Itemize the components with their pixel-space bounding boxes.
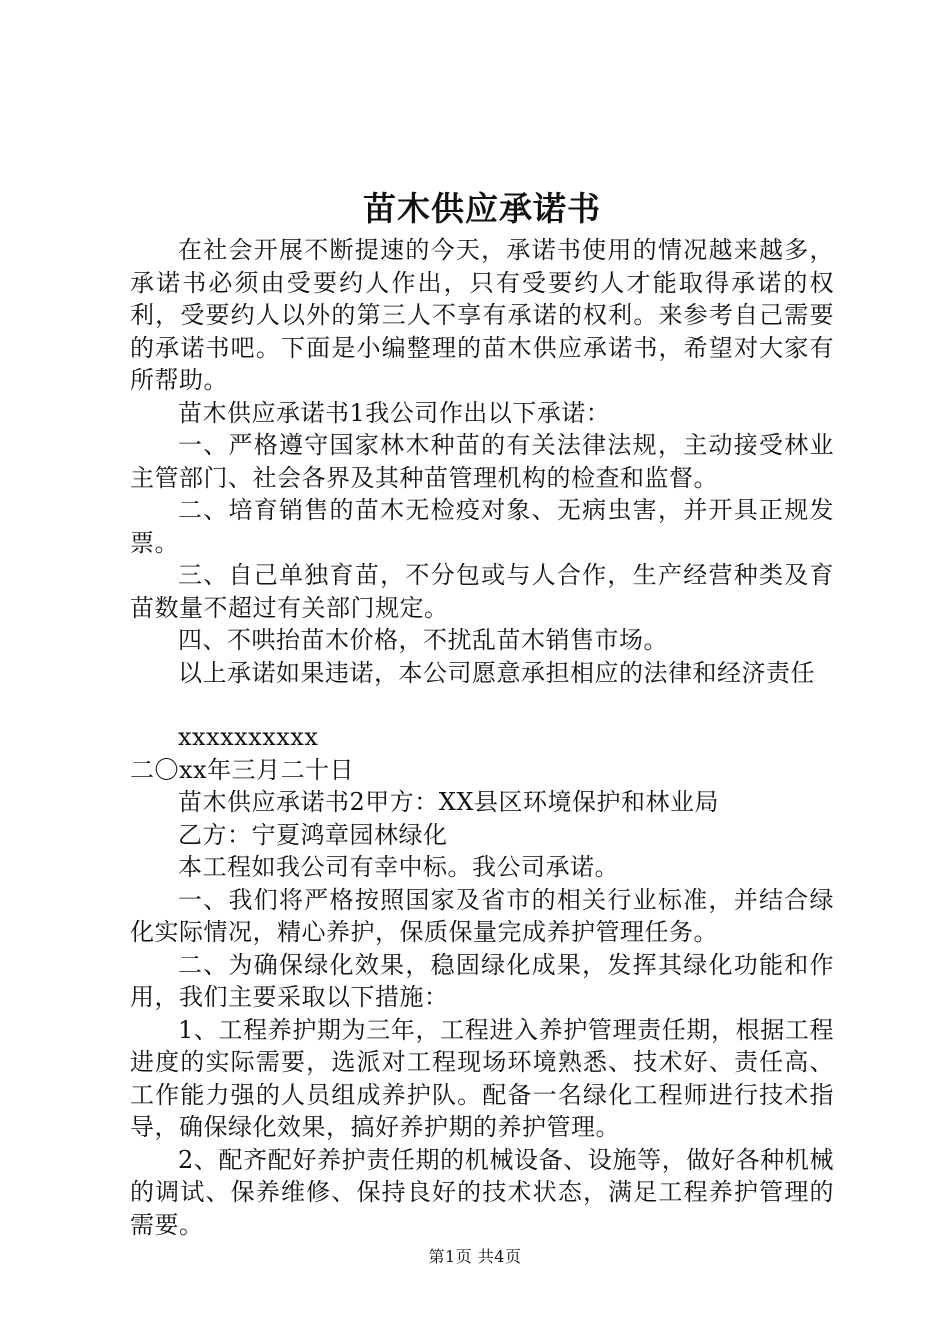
letter1-item-1: 一、严格遵守国家林木种苗的有关法律法规，主动接受林业主管部门、社会各界及其种苗管理机构的检查和监督。 [130,431,834,492]
document-title: 苗木供应承诺书 [363,189,601,228]
letter1-item-4: 四、不哄抬苗木价格，不扰乱苗木销售市场。 [178,626,668,654]
letter1-heading: 苗木供应承诺书1我公司作出以下承诺： [178,398,611,427]
letter1-closing: 以上承诺如果违诺，本公司愿意承担相应的法律和经济责任 [178,658,815,687]
letter1-date: 二〇xx年三月二十日 [130,755,355,784]
page-footer: 第1页 共4页 [428,1247,522,1266]
letter1-signature: xxxxxxxxxx [178,723,319,751]
letter2-party-b: 乙方：宁夏鸿章园林绿化 [178,820,448,849]
blank-line [130,689,834,721]
letter2-item-4: 2、配齐配好养护责任期的机械设备、设施等，做好各种机械的调试、保养维修、保持良好的技术状态，满足工程养护管理的需要。 [130,1145,834,1239]
document-page [130,186,834,1241]
letter2-party-a: 苗木供应承诺书2甲方：XX县区环境保护和林业局 [178,788,719,816]
letter2-item-3: 1、工程养护期为三年，工程进入养护管理责任期，根据工程进度的实际需要，选派对工程现场环境熟悉、技术好、责任高、工作能力强的人员组成养护队。配备一名绿化工程师进行技术指导，确保绿化效果，搞好养护期的养护管理。 [130,1015,834,1141]
letter1-item-3: 三、自己单独育苗，不分包或与人合作，生产经营种类及育苗数量不超过有关部门规定。 [130,561,834,622]
intro-paragraph: 在社会开展不断提速的今天，承诺书使用的情况越来越多，承诺书必须由受要约人作出，只有受要约人才能取得承诺的权利，受要约人以外的第三人不享有承诺的权利。来参考自己需要的承诺书吧。下面是小编整理的苗木供应承诺书，希望对大家有所帮助。 [130,236,834,394]
letter2-item-1: 一、我们将严格按照国家及省市的相关行业标准，并结合绿化实际情况，精心养护，保质保量完成养护管理任务。 [130,885,834,946]
letter2-item-2: 二、为确保绿化效果，稳固绿化成果，发挥其绿化功能和作用，我们主要采取以下措施： [130,950,834,1011]
letter1-item-2: 二、培育销售的苗木无检疫对象、无病虫害，并开具正规发票。 [130,496,834,557]
letter2-statement: 本工程如我公司有幸中标。我公司承诺。 [178,853,619,881]
